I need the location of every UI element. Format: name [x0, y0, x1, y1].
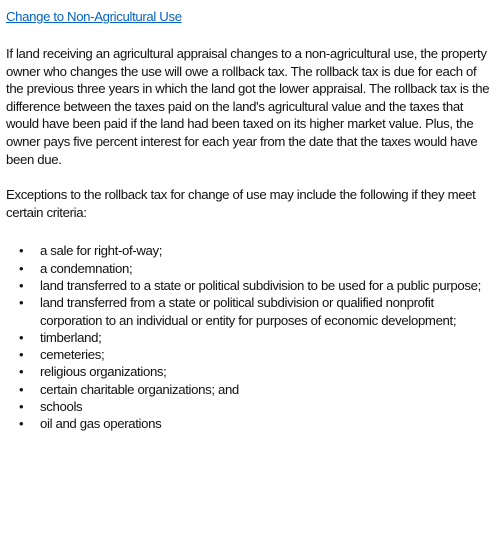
list-item: [6, 381, 494, 398]
list-item: [6, 260, 494, 277]
exceptions-intro-paragraph: Exceptions to the rollback tax for change of use may include the following if they meet certain criteria:: [6, 187, 476, 220]
list-item-text: schools: [40, 399, 83, 415]
exceptions-list: [6, 242, 494, 432]
list-item-text: cemeteries;: [40, 347, 105, 363]
list-item-text: religious organizations;: [40, 364, 167, 380]
list-item-text: oil and gas operations: [40, 416, 162, 432]
bullet-icon: •: [19, 295, 24, 311]
list-item: [6, 398, 494, 415]
list-item: [6, 294, 494, 329]
list-item: [6, 329, 494, 346]
bullet-icon: •: [19, 347, 24, 363]
bullet-icon: •: [19, 364, 24, 380]
bullet-icon: •: [19, 277, 24, 293]
list-item: [6, 242, 494, 259]
list-item-text: timberland;: [40, 329, 102, 345]
change-to-non-agricultural-use-link[interactable]: Change to Non-Agricultural Use: [6, 9, 182, 24]
list-item: [6, 277, 494, 294]
bullet-icon: •: [19, 416, 24, 432]
list-item-text: land transferred from a state or political subdivision or qualified nonprofit corporation to an individual or entity for purposes of economic development;: [40, 295, 457, 328]
bullet-icon: •: [19, 243, 24, 259]
list-item: [6, 346, 494, 363]
list-item-text: certain charitable organizations; and: [40, 381, 239, 397]
list-item: [6, 415, 494, 432]
list-item-text: a sale for right-of-way;: [40, 243, 163, 259]
list-item-text: land transferred to a state or political subdivision to be used for a public purpose;: [40, 277, 481, 293]
list-item-text: a condemnation;: [40, 260, 133, 276]
list-item: [6, 363, 494, 380]
bullet-icon: •: [19, 260, 24, 276]
bullet-icon: •: [19, 399, 24, 415]
rollback-tax-paragraph: If land receiving an agricultural appraisal changes to a non-agricultural use, the property owner who changes the use will owe a rollback tax. The rollback tax is due for each of the previous three years in which the land got the lower appraisal. The rollback tax is the difference between the taxes paid on the land's agricultural value and the taxes that would have been paid if the land had been taxed on its higher market value. Plus, the owner pays five percent interest for each year from the date that the taxes would have been due.: [6, 46, 490, 167]
bullet-icon: •: [19, 381, 24, 397]
bullet-icon: •: [19, 329, 24, 345]
